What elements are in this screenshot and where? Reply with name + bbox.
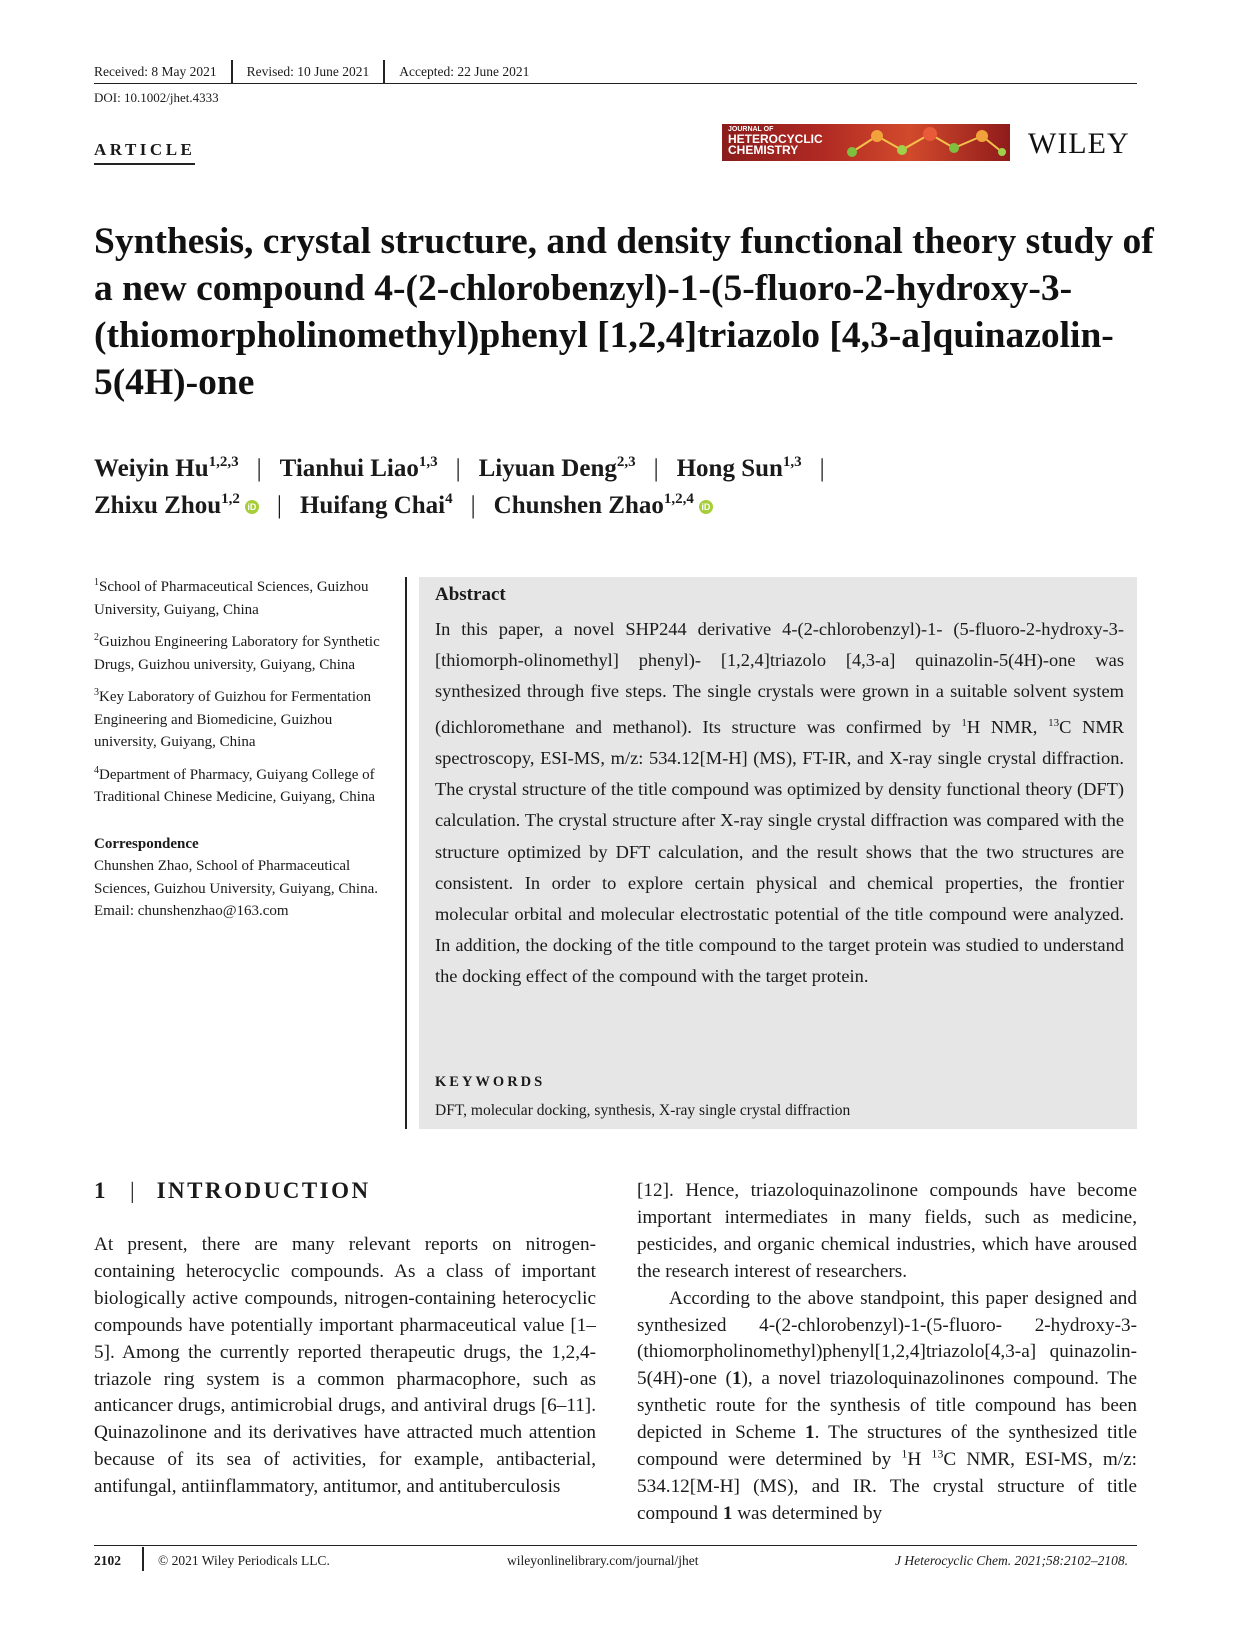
intro-right-column [637,1178,1137,1528]
header-divider [94,83,1137,84]
author[interactable]: Weiyin Hu$^{1,2,3}$ [94,454,239,482]
section-heading: 1 | INTRODUCTION [94,1178,371,1203]
author[interactable]: Tianhui Liao$^{1,3}$ [279,454,438,482]
author[interactable]: Zhixu Zhou$^{1,2}$ iD [94,492,259,519]
footer-separator [142,1547,144,1571]
abstract-heading: Abstract [435,584,506,605]
journal-logo-line2: HETEROCYCLIC [728,132,823,146]
journal-logo-line3: CHEMISTRY [728,143,799,157]
page-number: 2102 [94,1553,121,1568]
affiliation: $^2$Guizhou Engineering Laboratory for Synthetic Drugs, Guizhou university, Guiyang, China [94,632,380,673]
author-list: Weiyin Hu$^{1,2,3}$ | Tianhui Liao$^{1,3}$ | Liyuan Deng$^{2,3}$ | Hong Sun$^{1,3}$ | Zhixu Zhou$^{1,2}$ iD | Huifang Chai$^4$ | Chunshen Zhao$^{1,2,4}$ iD [94,454,825,519]
footer-divider [94,1545,1137,1546]
correspondence-email[interactable]: Email: chunshenzhao@163.com [94,903,289,919]
keywords-heading: KEYWORDS [435,1074,546,1090]
keywords-text: DFT, molecular docking, synthesis, X-ray single crystal diffraction [435,1102,851,1119]
journal-logo-line1: JOURNAL OF [728,126,774,133]
affiliation: $^4$Department of Pharmacy, Guiyang College of Traditional Chinese Medicine, Guiyang, China [94,764,376,805]
journal-url[interactable]: wileyonlinelibrary.com/journal/jhet [507,1553,699,1568]
author[interactable]: Huifang Chai$^4$ [299,491,453,519]
affiliation: $^1$School of Pharmaceutical Sciences, Guizhou University, Guiyang, China [94,577,369,618]
revised-date: Revised: 10 June 2021 [231,60,384,84]
intro-left-column: At present, there are many relevant reports on nitrogen-containing heterocyclic compounds. As a class of important biologically active compounds, nitrogen-containing heterocyclic compounds have potentially important pharmaceutical value [1–5]. Among the currently reported therapeutic drugs, the 1,2,4-triazole ring system is a common pharmacophore, such as anticancer drugs, antimicrobial drugs, and antiviral drugs [6–11]. Quinazolinone and its derivatives have attracted much attention because of its sea of activities, for example, antibacterial, antifungal, antiinflammatory, antitumor, and antituberculosis [94,1234,596,1498]
affiliations [94,572,394,923]
molecule-graphic-icon [842,124,1010,161]
article-type-label: ARTICLE [94,140,195,165]
copyright: © 2021 Wiley Periodicals LLC. [158,1553,330,1568]
intro-paragraph: According to the above standpoint, this paper designed and synthesized 4-(2-chlorobenzyl)-1-(5-fluoro- 2-hydroxy-3-(thiomorpholinomethyl)phenyl[1,2,4]triazolo[4,3-a] quinazolin-5(4H)-one (1), a novel triazoloquinazolinones compound. The synthetic route for the synthesis of title compound has been depicted in Scheme 1. The structures of the synthesized title compound were determined by $^1$H $^{13}$C NMR, ESI-MS, m/z: 534.12[M-H] (MS), and IR. The crystal structure of title compound 1 was determined by [637,1287,1137,1524]
citation: J Heterocyclic Chem. 2021;58:2102–2108. [895,1553,1129,1568]
correspondence-heading: Correspondence [94,835,199,852]
received-date: Received: 8 May 2021 [94,64,217,79]
column-divider [405,577,407,1129]
author[interactable]: Chunshen Zhao$^{1,2,4}$ iD [494,492,713,519]
accepted-date: Accepted: 22 June 2021 [383,60,543,84]
intro-paragraph: [12]. Hence, triazoloquinazolinone compounds have become important intermediates in many fields, such as medicine, pesticides, and organic chemical industries, which have aroused the research interest of researchers. [637,1180,1137,1282]
abstract-text: In this paper, a novel SHP244 derivative 4-(2-chlorobenzyl)-1- (5-fluoro-2-hydroxy-3- [thiomorph-olinomethyl] phenyl)- [1,2,4]triazolo [4,3-a] quinazolin-5(4H)-one was synthesized through five steps. The single crystals were grown in a suitable solvent system (dichloromethane and methanol). Its structure was confirmed by $^1$H NMR, $^{13}$C NMR spectroscopy, ESI-MS, m/z: 534.12[M-H] (MS), FT-IR, and X-ray single crystal diffraction. The crystal structure of the title compound was optimized by density functional theory (DFT) calculation. The crystal structure after X-ray single crystal diffraction was compared with the structure optimized by DFT calculation, and the result shows that the two structures are consistent. In order to explore certain physical and chemical properties, the frontier molecular orbital and molecular electrostatic potential of the title compound were analyzed. In addition, the docking of the title compound to the target protein was studied to understand the docking effect of the compound with the target protein. [435,619,1124,987]
journal-logo[interactable] [722,124,1010,161]
publisher-logo[interactable]: WILEY [1028,127,1130,160]
doi[interactable]: DOI: 10.1002/jhet.4333 [94,90,219,105]
orcid-icon[interactable]: iD [245,500,259,514]
article-title: Synthesis, crystal structure, and density functional theory study of a new compound 4-(2-chlorobenzyl)-1-(5-fluoro-2-hydroxy-3-(thiomorpholinomethyl)phenyl [1,2,4]triazolo [4,3-a]quinazolin-5(4H)-one [94,221,1154,403]
affiliation: $^3$Key Laboratory of Guizhou for Fermentation Engineering and Biomedicine, Guizhou university, Guiyang, China [94,687,371,750]
author[interactable]: Liyuan Deng$^{2,3}$ [478,454,636,482]
orcid-icon[interactable]: iD [699,500,713,514]
author[interactable]: Hong Sun$^{1,3}$ [676,454,802,482]
correspondence-text: Chunshen Zhao, School of Pharmaceutical Sciences, Guizhou University, Guiyang, China. [94,858,378,897]
article-dates [94,60,543,84]
